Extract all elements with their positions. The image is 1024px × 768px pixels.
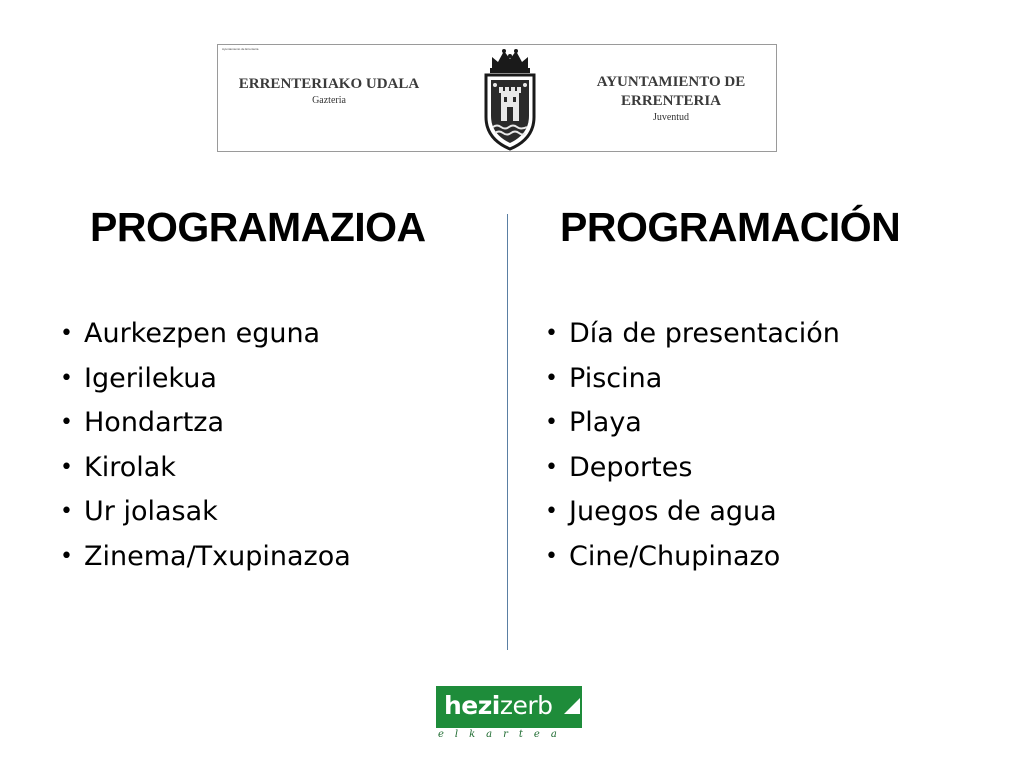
list-item-label: Hondartza <box>84 407 225 439</box>
list-item-label: Zinema/Txupinazoa <box>84 540 351 572</box>
bullet-icon: • <box>60 365 73 391</box>
banner-right-name-line1: AYUNTAMIENTO DE <box>596 74 746 90</box>
list-item <box>60 535 351 580</box>
logo-wordmark-bold: hezi <box>444 691 500 720</box>
list-item-label: Ur jolasak <box>84 496 218 528</box>
list-item <box>60 490 351 535</box>
title-basque: PROGRAMAZIOA <box>90 204 426 250</box>
list-item-label: Playa <box>569 407 642 439</box>
banner-right-block <box>570 73 772 125</box>
banner-tiny-text: Ayuntamiento de Errenteria <box>222 47 259 51</box>
list-item <box>60 312 351 357</box>
list-item <box>60 357 351 402</box>
list-item <box>545 446 840 491</box>
coat-of-arms-icon <box>480 47 540 151</box>
banner-right-name-line2: ERRENTERIA <box>620 93 722 109</box>
list-item-label: Aurkezpen eguna <box>84 318 321 349</box>
bullet-icon: • <box>60 543 73 569</box>
banner-left-name: ERRENTERIAKO UDALA <box>238 76 420 92</box>
list-item-label: Deportes <box>569 451 693 483</box>
bullet-icon: • <box>60 410 73 436</box>
list-item-label: Piscina <box>569 362 663 394</box>
banner-left-sub: Gazteria <box>312 95 346 106</box>
header-banner <box>217 44 777 152</box>
program-list-basque <box>60 312 351 580</box>
list-item <box>545 357 840 402</box>
column-divider <box>507 214 508 650</box>
list-item <box>545 401 840 446</box>
list-item <box>545 535 840 580</box>
bullet-icon: • <box>60 321 73 346</box>
list-item <box>545 312 840 357</box>
list-item-label: Día de presentación <box>569 318 840 349</box>
bullet-icon: • <box>60 499 73 525</box>
banner-right-sub: Juventud <box>652 112 690 123</box>
list-item-label: Kirolak <box>84 451 176 483</box>
bullet-icon: • <box>545 543 558 569</box>
program-list-spanish <box>545 312 840 580</box>
bullet-icon: • <box>545 454 558 480</box>
bullet-icon: • <box>545 365 558 391</box>
page-fold-icon <box>564 698 580 714</box>
logo-wordmark <box>444 691 553 720</box>
hezizerb-logo <box>436 686 584 742</box>
bullet-icon: • <box>545 321 558 346</box>
title-spanish: PROGRAMACIÓN <box>560 204 901 250</box>
bullet-icon: • <box>545 410 558 436</box>
list-item <box>545 490 840 535</box>
list-item-label: Cine/Chupinazo <box>569 540 781 572</box>
list-item-label: Igerilekua <box>84 362 217 394</box>
banner-left-block <box>220 75 438 108</box>
logo-green-box <box>436 686 582 728</box>
bullet-icon: • <box>60 454 73 480</box>
logo-wordmark-light: zerb <box>499 691 553 720</box>
list-item <box>60 401 351 446</box>
logo-subtitle: elkartea <box>438 729 568 740</box>
list-item-label: Juegos de agua <box>569 496 777 528</box>
list-item <box>60 446 351 491</box>
bullet-icon: • <box>545 499 558 525</box>
